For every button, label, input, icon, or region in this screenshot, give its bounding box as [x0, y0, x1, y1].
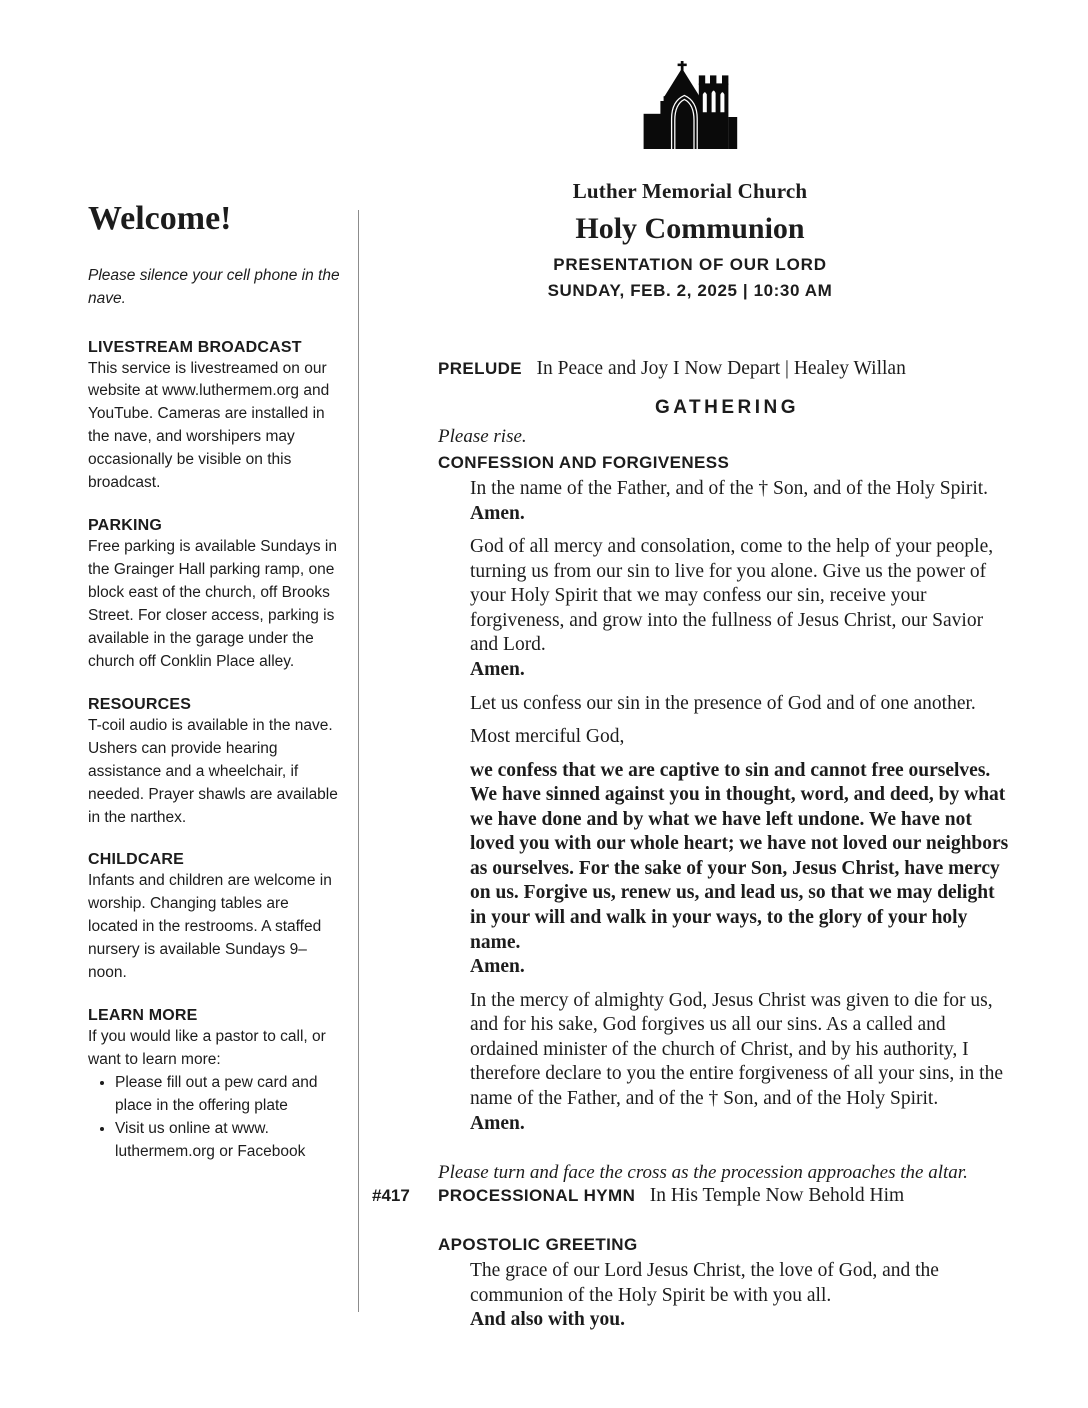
invocation-text: In the name of the Father, and of the † Son, and of the Holy Spirit.: [470, 478, 989, 499]
section-body: This service is livestreamed on our website at www.luthermem.org and YouTube. Cameras are installed in the nave, and worshipers may occasionally be visible on this broadcast.: [88, 359, 330, 492]
amen-response: Amen.: [470, 658, 525, 680]
welcome-title: Welcome!: [88, 200, 232, 237]
section-body: T-coil audio is available in the nave. Ushers can provide hearing assistance and a wheelchair, if needed. Prayer shawls are available in the narthex.: [88, 716, 338, 826]
section-heading: CHILDCARE: [88, 851, 185, 869]
section-heading: LIVESTREAM BROADCAST: [88, 338, 302, 356]
confession-block: [470, 759, 1014, 980]
sidebar-section-resources: [88, 696, 342, 830]
prelude-line: [438, 358, 1016, 380]
confession-response: we confess that we are captive to sin and cannot free ourselves. We have sinned against you in thought, word, and deed, by what we have done and by what we have left undone. We have not loved you with our whole heart; we have not loved our neighbors as ourselves. For the sake of your Son, Jesus Christ, have mercy on us. Forgive us, renew us, and lead us, so that we may delight in your will and walk in your ways, to the glory of your holy name.: [470, 759, 1009, 953]
sidebar-section-livestream: [88, 339, 342, 496]
learn-more-list: [88, 1072, 342, 1164]
feast-day: PRESENTATION OF OUR LORD: [553, 255, 827, 274]
absolution-text: In the mercy of almighty God, Jesus Christ was given to die for us, and for his sake, God forgives us all our sins. As a called and ordained minister of the church of Christ, and by his authority, I therefore declare to you the entire forgiveness of all your sins, in the name of the Father, and of the † Son, and of the Holy Spirit.: [470, 989, 1004, 1109]
hymn-number: #417: [372, 1186, 410, 1206]
sidebar-section-learn-more: [88, 1007, 342, 1164]
absolution-block: [470, 989, 1014, 1136]
hymn-label: PROCESSIONAL HYMN: [438, 1186, 636, 1206]
section-heading: RESOURCES: [88, 695, 192, 713]
confession-invitation: Let us confess our sin in the presence of God and of one another.: [470, 692, 976, 714]
amen-response: Amen.: [470, 956, 525, 978]
sidebar-section-childcare: [88, 851, 342, 985]
greeting-block: [470, 1259, 1014, 1333]
confession-heading: CONFESSION AND FORGIVENESS: [438, 453, 730, 472]
order-of-service: [372, 358, 1016, 1333]
gathering-heading: GATHERING: [654, 397, 800, 418]
list-item: • Visit us online at www. luthermem.org or Facebook: [115, 1118, 342, 1164]
column-divider: [358, 210, 359, 1312]
rubric-please-rise: Please rise.: [438, 426, 527, 447]
sidebar-section-parking: [88, 517, 342, 674]
most-merciful-line: Most merciful God,: [470, 726, 625, 748]
church-building-icon: [638, 50, 742, 168]
processional-hymn-line: [372, 1185, 1016, 1207]
welcome-sidebar: [88, 200, 342, 1186]
church-name: Luther Memorial Church: [572, 179, 808, 203]
bulletin-header: [370, 50, 1010, 301]
service-datetime: SUNDAY, FEB. 2, 2025 | 10:30 AM: [547, 281, 833, 300]
prelude-title: In Peace and Joy I Now Depart | Healey Willan: [536, 358, 906, 379]
amen-response: Amen.: [470, 502, 525, 524]
prayer-block: [470, 535, 1014, 682]
rubric-procession: Please turn and face the cross as the procession approaches the altar.: [438, 1162, 968, 1184]
section-heading: LEARN MORE: [88, 1007, 198, 1025]
section-body: Infants and children are welcome in worship. Changing tables are located in the restrooms. A staffed nursery is available Sundays 9–noon.: [88, 872, 332, 982]
silence-phones-notice: Please silence your cell phone in the nave.: [88, 267, 340, 308]
greeting-text: The grace of our Lord Jesus Christ, the love of God, and the communion of the Holy Spirit be with you all.: [470, 1260, 939, 1306]
section-heading: PARKING: [88, 517, 162, 535]
greeting-response: And also with you.: [470, 1309, 625, 1331]
section-body: Free parking is available Sundays in the Grainger Hall parking ramp, one block east of the church, off Brooks Street. For closer access, parking is available in the garage under the church off Conklin Place alley.: [88, 538, 337, 670]
prelude-label: PRELUDE: [438, 359, 523, 378]
invocation-block: [470, 477, 1014, 526]
prayer-text: God of all mercy and consolation, come to the help of your people, turning us from our sin to live for you alone. Give us the power of your Holy Spirit that we may confess our sin, receive your forgiveness, and grow into the fullness of Jesus Christ, our Savior and Lord.: [470, 536, 994, 656]
service-title: Holy Communion: [575, 212, 805, 245]
list-item: • Please fill out a pew card and place in the offering plate: [115, 1072, 342, 1118]
section-body: If you would like a pastor to call, or want to learn more:: [88, 1028, 326, 1069]
amen-response: Amen.: [470, 1112, 525, 1134]
hymn-title: In His Temple Now Behold Him: [649, 1185, 905, 1207]
apostolic-greeting-heading: APOSTOLIC GREETING: [438, 1235, 638, 1255]
